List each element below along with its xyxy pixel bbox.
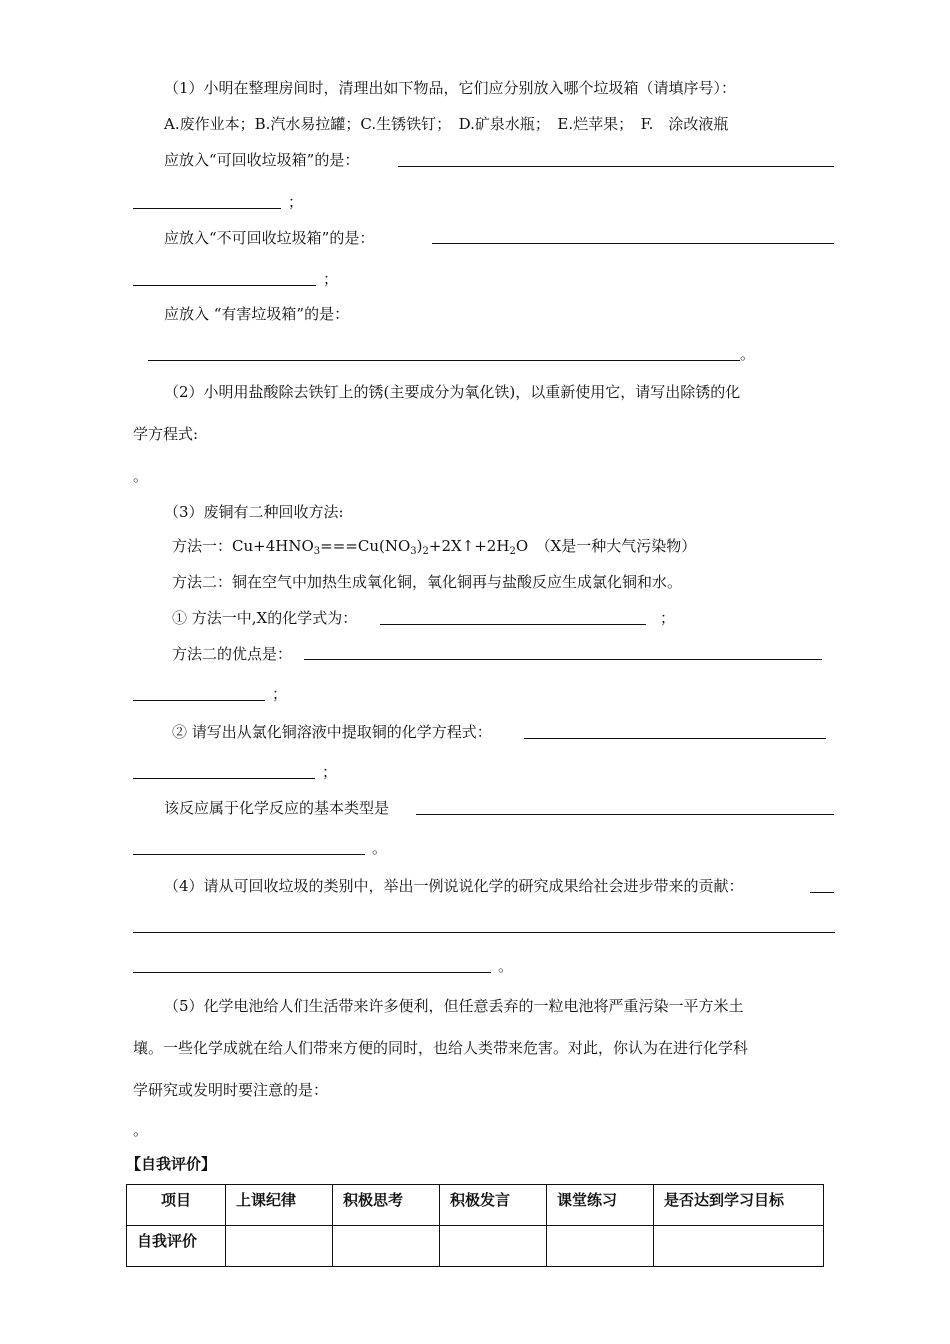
table-header-row bbox=[127, 1185, 824, 1226]
q1-recyclable-blank-2[interactable] bbox=[133, 208, 281, 209]
q5-line3: 学研究或发明时要注意的是： bbox=[133, 1081, 329, 1099]
eval-cell-speaking[interactable] bbox=[440, 1226, 547, 1267]
q1-semicolon-1: ； bbox=[288, 193, 304, 211]
eval-cell-thinking[interactable] bbox=[333, 1226, 440, 1267]
table-header-cell: 是否达到学习目标 bbox=[654, 1185, 824, 1226]
q1-recyclable-blank-1[interactable] bbox=[398, 166, 834, 167]
q2-line1: （2）小明用盐酸除去铁钉上的锈(主要成分为氧化铁)，以重新使用它，请写出除锈的化 bbox=[164, 383, 741, 401]
table-header-cell: 积极思考 bbox=[333, 1185, 440, 1226]
q2-period: 。 bbox=[133, 467, 149, 485]
q3-advantage-blank-1[interactable] bbox=[304, 659, 822, 660]
self-eval-table bbox=[126, 1184, 824, 1267]
q3-equation-blank-1[interactable] bbox=[524, 738, 826, 739]
q5-line1: （5）化学电池给人们生活带来许多便利，但任意丢弃的一粒电池将严重污染一平方米土 bbox=[164, 997, 744, 1015]
q5-line2: 壤。一些化学成就在给人们带来方便的同时，也给人类带来危害。对此，你认为在进行化学科 bbox=[133, 1039, 749, 1057]
q3-semicolon-3: ； bbox=[322, 763, 338, 781]
q1-recyclable-label: 应放入“可回收垃圾箱”的是： bbox=[164, 151, 360, 169]
q3-intro: （3）废铜有二种回收方法: bbox=[164, 503, 344, 521]
q1-nonrecyclable-blank-1[interactable] bbox=[432, 243, 834, 244]
q3-formula-blank[interactable] bbox=[380, 624, 646, 625]
q1-nonrecyclable-label: 应放入“不可回收垃圾箱”的是： bbox=[164, 229, 375, 247]
q3-sub2: ② 请写出从氯化铜溶液中提取铜的化学方程式： bbox=[172, 723, 492, 741]
q3-advantage-label: 方法二的优点是： bbox=[172, 645, 293, 663]
table-row-label: 自我评价 bbox=[127, 1226, 226, 1267]
table-header-cell: 积极发言 bbox=[440, 1185, 547, 1226]
table-header-cell: 上课纪律 bbox=[226, 1185, 333, 1226]
self-eval-heading: 【自我评价】 bbox=[126, 1155, 217, 1173]
q3-semicolon-1: ； bbox=[660, 609, 676, 627]
q3-equation-blank-2[interactable] bbox=[133, 778, 315, 779]
q3-reaction-type-blank-2[interactable] bbox=[133, 854, 365, 855]
q3-period: 。 bbox=[372, 839, 388, 857]
eval-cell-practice[interactable] bbox=[547, 1226, 654, 1267]
q4-blank-1[interactable] bbox=[133, 932, 835, 933]
table-header-cell: 课堂练习 bbox=[547, 1185, 654, 1226]
q3-method2: 方法二：铜在空气中加热生成氧化铜，氧化铜再与盐酸反应生成氯化铜和水。 bbox=[172, 573, 683, 591]
q5-period: 。 bbox=[133, 1121, 149, 1139]
q4-blank-0[interactable] bbox=[810, 892, 834, 893]
q3-sub1: ① 方法一中,X的化学式为： bbox=[172, 609, 358, 627]
q1-intro: （1）小明在整理房间时，清理出如下物品，它们应分别放入哪个垃圾箱（请填序号）： bbox=[164, 79, 737, 97]
q3-reaction-type-blank-1[interactable] bbox=[416, 814, 834, 815]
q1-items: A.废作业本；B.汽水易拉罐；C.生锈铁钉； D.矿泉水瓶； E.烂苹果； F. 涂改液瓶 bbox=[164, 115, 729, 133]
q1-nonrecyclable-blank-2[interactable] bbox=[133, 285, 316, 286]
q4-blank-2[interactable] bbox=[133, 972, 491, 973]
eval-cell-goal[interactable] bbox=[654, 1226, 824, 1267]
q3-method1: 方法一：$Cu+4HNO_3===Cu(NO_3)_2+2X↑+2H_2O$ （X是一种大气污染物） bbox=[172, 537, 697, 557]
q1-hazardous-label: 应放入 “有害垃圾箱”的是： bbox=[164, 305, 350, 323]
q1-period: 。 bbox=[740, 345, 756, 363]
q2-line2: 学方程式: bbox=[133, 425, 199, 443]
q3-semicolon-2: ； bbox=[272, 685, 288, 703]
table-row bbox=[127, 1226, 824, 1267]
q3-reaction-type-label: 该反应属于化学反应的基本类型是 bbox=[164, 799, 390, 817]
q1-semicolon-2: ； bbox=[323, 270, 339, 288]
eval-cell-discipline[interactable] bbox=[226, 1226, 333, 1267]
q4-line1: （4）请从可回收垃圾的类别中，举出一例说说化学的研究成果给社会进步带来的贡献： bbox=[164, 877, 744, 895]
table-header-cell: 项目 bbox=[127, 1185, 226, 1226]
q1-hazardous-blank[interactable] bbox=[148, 360, 740, 361]
q4-period: 。 bbox=[498, 957, 514, 975]
q3-advantage-blank-2[interactable] bbox=[133, 700, 265, 701]
